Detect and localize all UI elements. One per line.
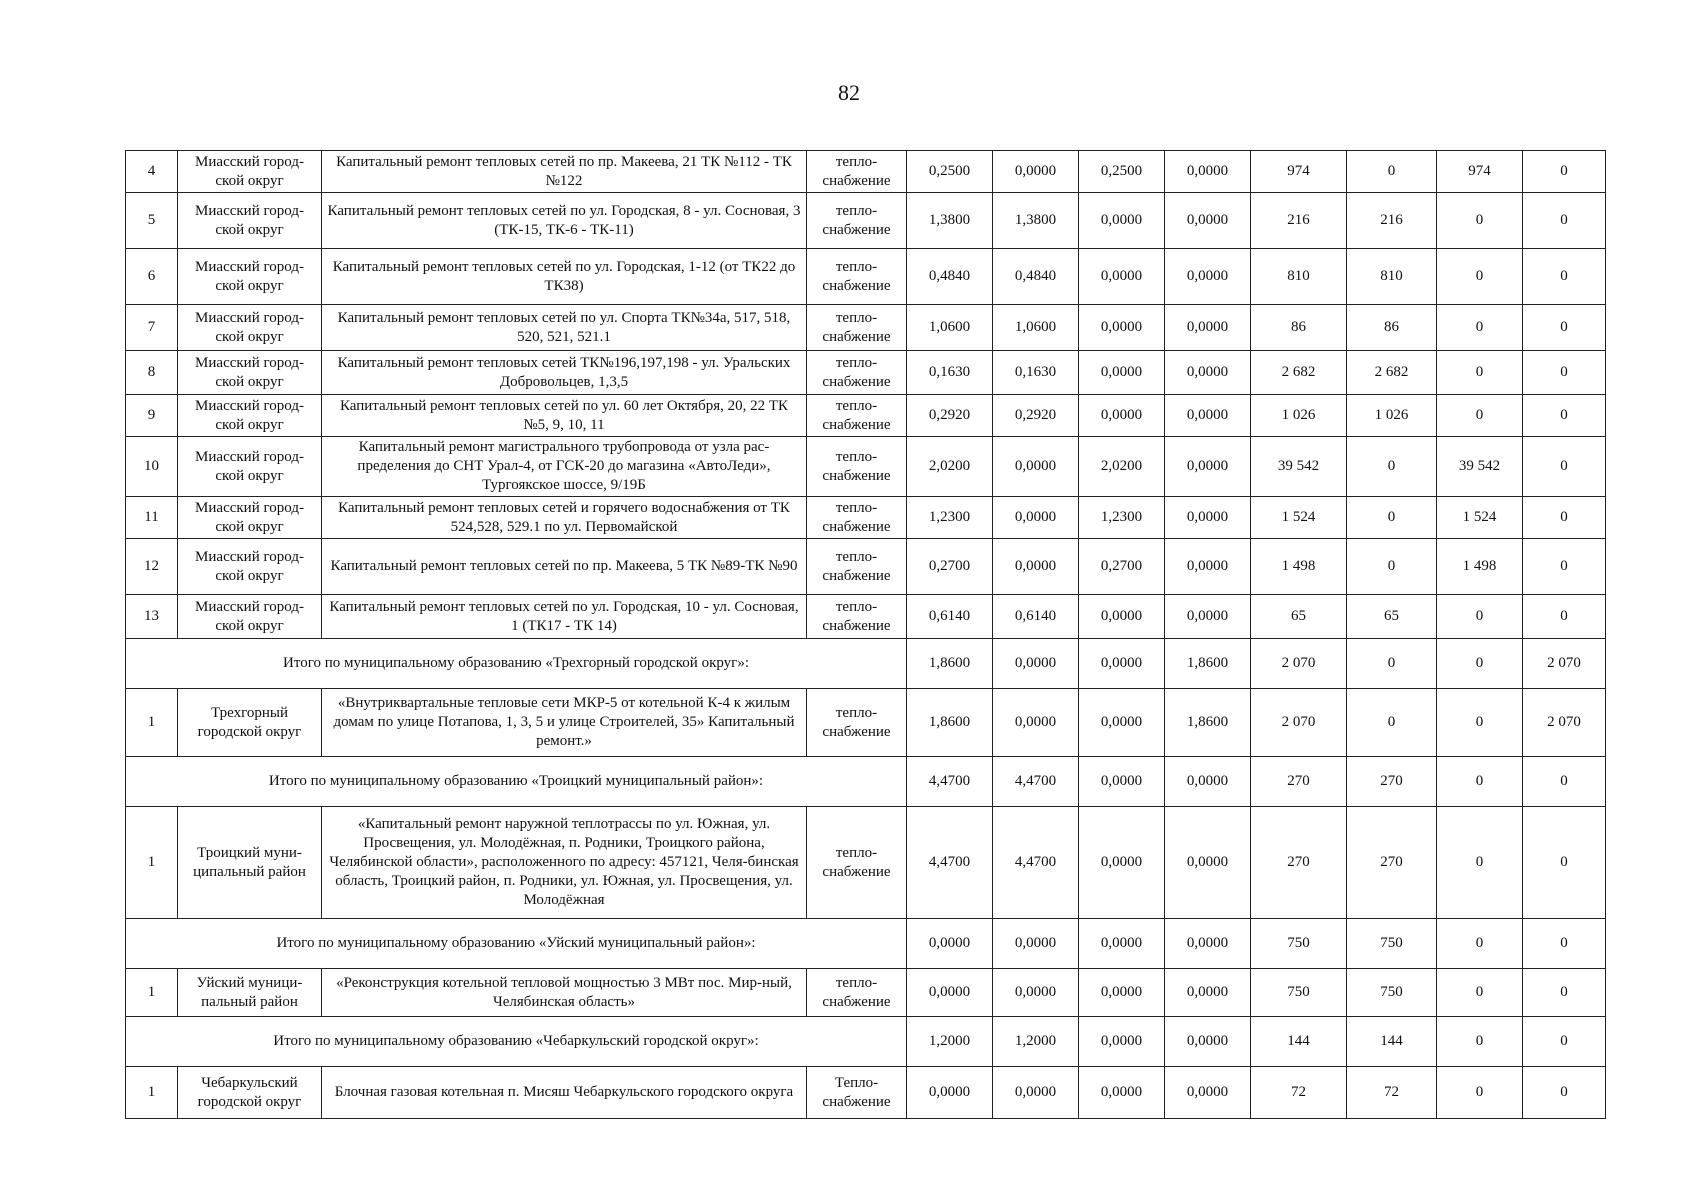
category-cell: тепло-снабжение [807, 595, 907, 639]
value-cell-v5: 750 [1251, 919, 1347, 969]
table-row [126, 395, 1606, 437]
description-cell: Капитальный ремонт тепловых сетей по пр. Макеева, 21 ТК №112 - ТК №122 [322, 151, 807, 193]
table-row [126, 249, 1606, 305]
value-cell-v7: 0 [1437, 395, 1523, 437]
value-cell-v1: 1,8600 [907, 639, 993, 689]
row-number-cell: 13 [126, 595, 178, 639]
value-cell-v4: 1,8600 [1165, 689, 1251, 757]
value-cell-v8: 2 070 [1523, 639, 1606, 689]
row-number-cell: 10 [126, 437, 178, 497]
value-cell-v5: 39 542 [1251, 437, 1347, 497]
value-cell-v2: 0,0000 [993, 497, 1079, 539]
category-cell: тепло-снабжение [807, 151, 907, 193]
value-cell-v8: 0 [1523, 351, 1606, 395]
value-cell-v4: 0,0000 [1165, 249, 1251, 305]
value-cell-v5: 72 [1251, 1067, 1347, 1119]
value-cell-v2: 1,3800 [993, 193, 1079, 249]
value-cell-v3: 1,2300 [1079, 497, 1165, 539]
table-row [126, 151, 1606, 193]
value-cell-v5: 2 070 [1251, 639, 1347, 689]
category-cell: тепло-снабжение [807, 193, 907, 249]
value-cell-v1: 1,3800 [907, 193, 993, 249]
value-cell-v6: 72 [1347, 1067, 1437, 1119]
value-cell-v5: 65 [1251, 595, 1347, 639]
municipality-cell: Уйский муници-пальный район [178, 969, 322, 1017]
category-cell: Тепло-снабжение [807, 1067, 907, 1119]
value-cell-v1: 0,6140 [907, 595, 993, 639]
value-cell-v2: 0,4840 [993, 249, 1079, 305]
value-cell-v4: 0,0000 [1165, 919, 1251, 969]
table-row [126, 807, 1606, 919]
value-cell-v6: 0 [1347, 497, 1437, 539]
value-cell-v5: 750 [1251, 969, 1347, 1017]
value-cell-v2: 0,6140 [993, 595, 1079, 639]
row-number-cell: 12 [126, 539, 178, 595]
value-cell-v3: 0,0000 [1079, 807, 1165, 919]
value-cell-v2: 0,0000 [993, 151, 1079, 193]
value-cell-v1: 1,2300 [907, 497, 993, 539]
value-cell-v3: 0,0000 [1079, 595, 1165, 639]
program-table [125, 150, 1606, 1119]
value-cell-v1: 0,2920 [907, 395, 993, 437]
value-cell-v3: 0,0000 [1079, 305, 1165, 351]
value-cell-v6: 1 026 [1347, 395, 1437, 437]
value-cell-v3: 0,0000 [1079, 351, 1165, 395]
value-cell-v4: 0,0000 [1165, 305, 1251, 351]
value-cell-v1: 0,0000 [907, 969, 993, 1017]
value-cell-v6: 0 [1347, 689, 1437, 757]
value-cell-v7: 974 [1437, 151, 1523, 193]
value-cell-v2: 4,4700 [993, 757, 1079, 807]
description-cell: Капитальный ремонт тепловых сетей по ул. Городская, 10 - ул. Сосновая, 1 (ТК17 - ТК 14) [322, 595, 807, 639]
total-row [126, 757, 1606, 807]
value-cell-v7: 39 542 [1437, 437, 1523, 497]
value-cell-v1: 0,4840 [907, 249, 993, 305]
table-row [126, 1067, 1606, 1119]
value-cell-v8: 0 [1523, 437, 1606, 497]
value-cell-v2: 1,0600 [993, 305, 1079, 351]
value-cell-v1: 1,8600 [907, 689, 993, 757]
description-cell: Капитальный ремонт магистрального трубопровода от узла рас-пределения до СНТ Урал-4, от ГСК-20 до магазина «АвтоЛеди», Тургоякское шоссе, 9/19Б [322, 437, 807, 497]
value-cell-v5: 1 498 [1251, 539, 1347, 595]
row-number-cell: 1 [126, 969, 178, 1017]
category-cell: тепло-снабжение [807, 395, 907, 437]
description-cell: «Реконструкция котельной тепловой мощностью 3 МВт пос. Мир-ный, Челябинская область» [322, 969, 807, 1017]
value-cell-v3: 0,0000 [1079, 757, 1165, 807]
municipality-cell: Чебаркульский городской округ [178, 1067, 322, 1119]
value-cell-v5: 1 026 [1251, 395, 1347, 437]
value-cell-v2: 0,0000 [993, 639, 1079, 689]
municipality-cell: Миасский город-ской округ [178, 249, 322, 305]
value-cell-v4: 0,0000 [1165, 1017, 1251, 1067]
value-cell-v6: 750 [1347, 969, 1437, 1017]
value-cell-v7: 1 498 [1437, 539, 1523, 595]
value-cell-v1: 0,0000 [907, 919, 993, 969]
value-cell-v5: 2 682 [1251, 351, 1347, 395]
value-cell-v5: 86 [1251, 305, 1347, 351]
table-row [126, 497, 1606, 539]
value-cell-v2: 0,0000 [993, 437, 1079, 497]
value-cell-v7: 0 [1437, 305, 1523, 351]
municipality-cell: Троицкий муни-ципальный район [178, 807, 322, 919]
value-cell-v4: 0,0000 [1165, 351, 1251, 395]
row-number-cell: 7 [126, 305, 178, 351]
table-row [126, 351, 1606, 395]
row-number-cell: 4 [126, 151, 178, 193]
value-cell-v4: 0,0000 [1165, 193, 1251, 249]
value-cell-v1: 1,2000 [907, 1017, 993, 1067]
total-label: Итого по муниципальному образованию «Чебаркульский городской округ»: [126, 1017, 907, 1067]
municipality-cell: Миасский город-ской округ [178, 395, 322, 437]
municipality-cell: Трехгорный городской округ [178, 689, 322, 757]
value-cell-v7: 0 [1437, 919, 1523, 969]
description-cell: Капитальный ремонт тепловых сетей ТК№196,197,198 - ул. Уральских Добровольцев, 1,3,5 [322, 351, 807, 395]
value-cell-v3: 0,0000 [1079, 395, 1165, 437]
value-cell-v2: 0,1630 [993, 351, 1079, 395]
table-row [126, 969, 1606, 1017]
value-cell-v8: 0 [1523, 1017, 1606, 1067]
description-cell: «Капитальный ремонт наружной теплотрассы по ул. Южная, ул. Просвещения, ул. Молодёжная, п. Родники, Троицкого района, Челябинской области», расположенного по адресу: 457121, Челя-бинская область, Троицкий район, п. Родники, ул. Южная, ул. Просвещения, ул. Молодёжная [322, 807, 807, 919]
category-cell: тепло-снабжение [807, 969, 907, 1017]
value-cell-v4: 0,0000 [1165, 595, 1251, 639]
total-label: Итого по муниципальному образованию «Троицкий муниципальный район»: [126, 757, 907, 807]
value-cell-v7: 0 [1437, 757, 1523, 807]
value-cell-v3: 0,0000 [1079, 689, 1165, 757]
row-number-cell: 11 [126, 497, 178, 539]
municipality-cell: Миасский город-ской округ [178, 595, 322, 639]
municipality-cell: Миасский город-ской округ [178, 193, 322, 249]
value-cell-v6: 144 [1347, 1017, 1437, 1067]
value-cell-v2: 0,0000 [993, 689, 1079, 757]
value-cell-v1: 1,0600 [907, 305, 993, 351]
value-cell-v5: 270 [1251, 757, 1347, 807]
value-cell-v5: 270 [1251, 807, 1347, 919]
municipality-cell: Миасский город-ской округ [178, 437, 322, 497]
row-number-cell: 1 [126, 1067, 178, 1119]
municipality-cell: Миасский город-ской округ [178, 151, 322, 193]
value-cell-v4: 0,0000 [1165, 151, 1251, 193]
description-cell: Капитальный ремонт тепловых сетей и горячего водоснабжения от ТК 524,528, 529.1 по ул. Первомайской [322, 497, 807, 539]
value-cell-v6: 750 [1347, 919, 1437, 969]
municipality-cell: Миасский город-ской округ [178, 497, 322, 539]
description-cell: Капитальный ремонт тепловых сетей по ул. Спорта ТК№34а, 517, 518, 520, 521, 521.1 [322, 305, 807, 351]
category-cell: тепло-снабжение [807, 689, 907, 757]
value-cell-v3: 0,0000 [1079, 1067, 1165, 1119]
row-number-cell: 9 [126, 395, 178, 437]
value-cell-v6: 810 [1347, 249, 1437, 305]
value-cell-v1: 0,1630 [907, 351, 993, 395]
value-cell-v8: 0 [1523, 595, 1606, 639]
total-row [126, 919, 1606, 969]
value-cell-v5: 810 [1251, 249, 1347, 305]
value-cell-v6: 216 [1347, 193, 1437, 249]
value-cell-v6: 86 [1347, 305, 1437, 351]
value-cell-v4: 0,0000 [1165, 395, 1251, 437]
total-label: Итого по муниципальному образованию «Уйский муниципальный район»: [126, 919, 907, 969]
category-cell: тепло-снабжение [807, 807, 907, 919]
value-cell-v8: 2 070 [1523, 689, 1606, 757]
description-cell: Капитальный ремонт тепловых сетей по пр. Макеева, 5 ТК №89-ТК №90 [322, 539, 807, 595]
value-cell-v6: 0 [1347, 639, 1437, 689]
table-row [126, 689, 1606, 757]
value-cell-v4: 0,0000 [1165, 969, 1251, 1017]
value-cell-v7: 0 [1437, 249, 1523, 305]
value-cell-v4: 0,0000 [1165, 1067, 1251, 1119]
value-cell-v1: 0,2700 [907, 539, 993, 595]
value-cell-v8: 0 [1523, 539, 1606, 595]
value-cell-v2: 0,0000 [993, 919, 1079, 969]
value-cell-v4: 0,0000 [1165, 757, 1251, 807]
value-cell-v7: 0 [1437, 689, 1523, 757]
description-cell: «Внутриквартальные тепловые сети МКР-5 от котельной К-4 к жилым домам по улице Потапова, 1, 3, 5 и улице Строителей, 35» Капитальный ремонт.» [322, 689, 807, 757]
municipality-cell: Миасский город-ской округ [178, 305, 322, 351]
municipality-cell: Миасский город-ской округ [178, 539, 322, 595]
value-cell-v2: 4,4700 [993, 807, 1079, 919]
category-cell: тепло-снабжение [807, 305, 907, 351]
value-cell-v1: 0,0000 [907, 1067, 993, 1119]
value-cell-v3: 0,0000 [1079, 969, 1165, 1017]
page-number: 82 [838, 80, 860, 105]
description-cell: Блочная газовая котельная п. Мисяш Чебаркульского городского округа [322, 1067, 807, 1119]
value-cell-v5: 216 [1251, 193, 1347, 249]
value-cell-v3: 0,2700 [1079, 539, 1165, 595]
value-cell-v7: 0 [1437, 1017, 1523, 1067]
total-row [126, 639, 1606, 689]
description-cell: Капитальный ремонт тепловых сетей по ул. 60 лет Октября, 20, 22 ТК №5, 9, 10, 11 [322, 395, 807, 437]
table-row [126, 437, 1606, 497]
total-row [126, 1017, 1606, 1067]
description-cell: Капитальный ремонт тепловых сетей по ул. Городская, 1-12 (от ТК22 до ТК38) [322, 249, 807, 305]
table-row [126, 595, 1606, 639]
value-cell-v6: 270 [1347, 807, 1437, 919]
value-cell-v8: 0 [1523, 1067, 1606, 1119]
value-cell-v6: 0 [1347, 437, 1437, 497]
table-row [126, 193, 1606, 249]
table-row [126, 305, 1606, 351]
value-cell-v7: 0 [1437, 969, 1523, 1017]
value-cell-v4: 0,0000 [1165, 539, 1251, 595]
value-cell-v7: 0 [1437, 807, 1523, 919]
row-number-cell: 1 [126, 807, 178, 919]
category-cell: тепло-снабжение [807, 497, 907, 539]
value-cell-v2: 0,0000 [993, 969, 1079, 1017]
row-number-cell: 6 [126, 249, 178, 305]
value-cell-v3: 0,0000 [1079, 639, 1165, 689]
value-cell-v8: 0 [1523, 497, 1606, 539]
value-cell-v8: 0 [1523, 193, 1606, 249]
value-cell-v6: 2 682 [1347, 351, 1437, 395]
table-row [126, 539, 1606, 595]
value-cell-v8: 0 [1523, 305, 1606, 351]
value-cell-v8: 0 [1523, 249, 1606, 305]
value-cell-v3: 0,2500 [1079, 151, 1165, 193]
value-cell-v3: 0,0000 [1079, 249, 1165, 305]
value-cell-v6: 0 [1347, 539, 1437, 595]
value-cell-v1: 4,4700 [907, 807, 993, 919]
value-cell-v8: 0 [1523, 757, 1606, 807]
value-cell-v5: 144 [1251, 1017, 1347, 1067]
municipality-cell: Миасский город-ской округ [178, 351, 322, 395]
value-cell-v6: 270 [1347, 757, 1437, 807]
value-cell-v6: 0 [1347, 151, 1437, 193]
description-cell: Капитальный ремонт тепловых сетей по ул. Городская, 8 - ул. Сосновая, 3 (ТК-15, ТК-6 - ТК-11) [322, 193, 807, 249]
value-cell-v2: 0,0000 [993, 539, 1079, 595]
value-cell-v4: 0,0000 [1165, 807, 1251, 919]
value-cell-v5: 1 524 [1251, 497, 1347, 539]
value-cell-v4: 1,8600 [1165, 639, 1251, 689]
value-cell-v5: 974 [1251, 151, 1347, 193]
value-cell-v7: 0 [1437, 1067, 1523, 1119]
category-cell: тепло-снабжение [807, 351, 907, 395]
value-cell-v8: 0 [1523, 807, 1606, 919]
value-cell-v3: 0,0000 [1079, 1017, 1165, 1067]
row-number-cell: 8 [126, 351, 178, 395]
value-cell-v2: 0,0000 [993, 1067, 1079, 1119]
value-cell-v7: 0 [1437, 351, 1523, 395]
value-cell-v2: 0,2920 [993, 395, 1079, 437]
category-cell: тепло-снабжение [807, 249, 907, 305]
value-cell-v3: 2,0200 [1079, 437, 1165, 497]
value-cell-v8: 0 [1523, 151, 1606, 193]
value-cell-v6: 65 [1347, 595, 1437, 639]
row-number-cell: 1 [126, 689, 178, 757]
value-cell-v2: 1,2000 [993, 1017, 1079, 1067]
value-cell-v7: 1 524 [1437, 497, 1523, 539]
value-cell-v1: 4,4700 [907, 757, 993, 807]
value-cell-v4: 0,0000 [1165, 437, 1251, 497]
value-cell-v7: 0 [1437, 193, 1523, 249]
category-cell: тепло-снабжение [807, 437, 907, 497]
value-cell-v4: 0,0000 [1165, 497, 1251, 539]
value-cell-v1: 2,0200 [907, 437, 993, 497]
total-label: Итого по муниципальному образованию «Трехгорный городской округ»: [126, 639, 907, 689]
value-cell-v8: 0 [1523, 919, 1606, 969]
value-cell-v8: 0 [1523, 395, 1606, 437]
value-cell-v7: 0 [1437, 639, 1523, 689]
value-cell-v7: 0 [1437, 595, 1523, 639]
category-cell: тепло-снабжение [807, 539, 907, 595]
row-number-cell: 5 [126, 193, 178, 249]
value-cell-v8: 0 [1523, 969, 1606, 1017]
value-cell-v3: 0,0000 [1079, 919, 1165, 969]
value-cell-v3: 0,0000 [1079, 193, 1165, 249]
value-cell-v1: 0,2500 [907, 151, 993, 193]
value-cell-v5: 2 070 [1251, 689, 1347, 757]
